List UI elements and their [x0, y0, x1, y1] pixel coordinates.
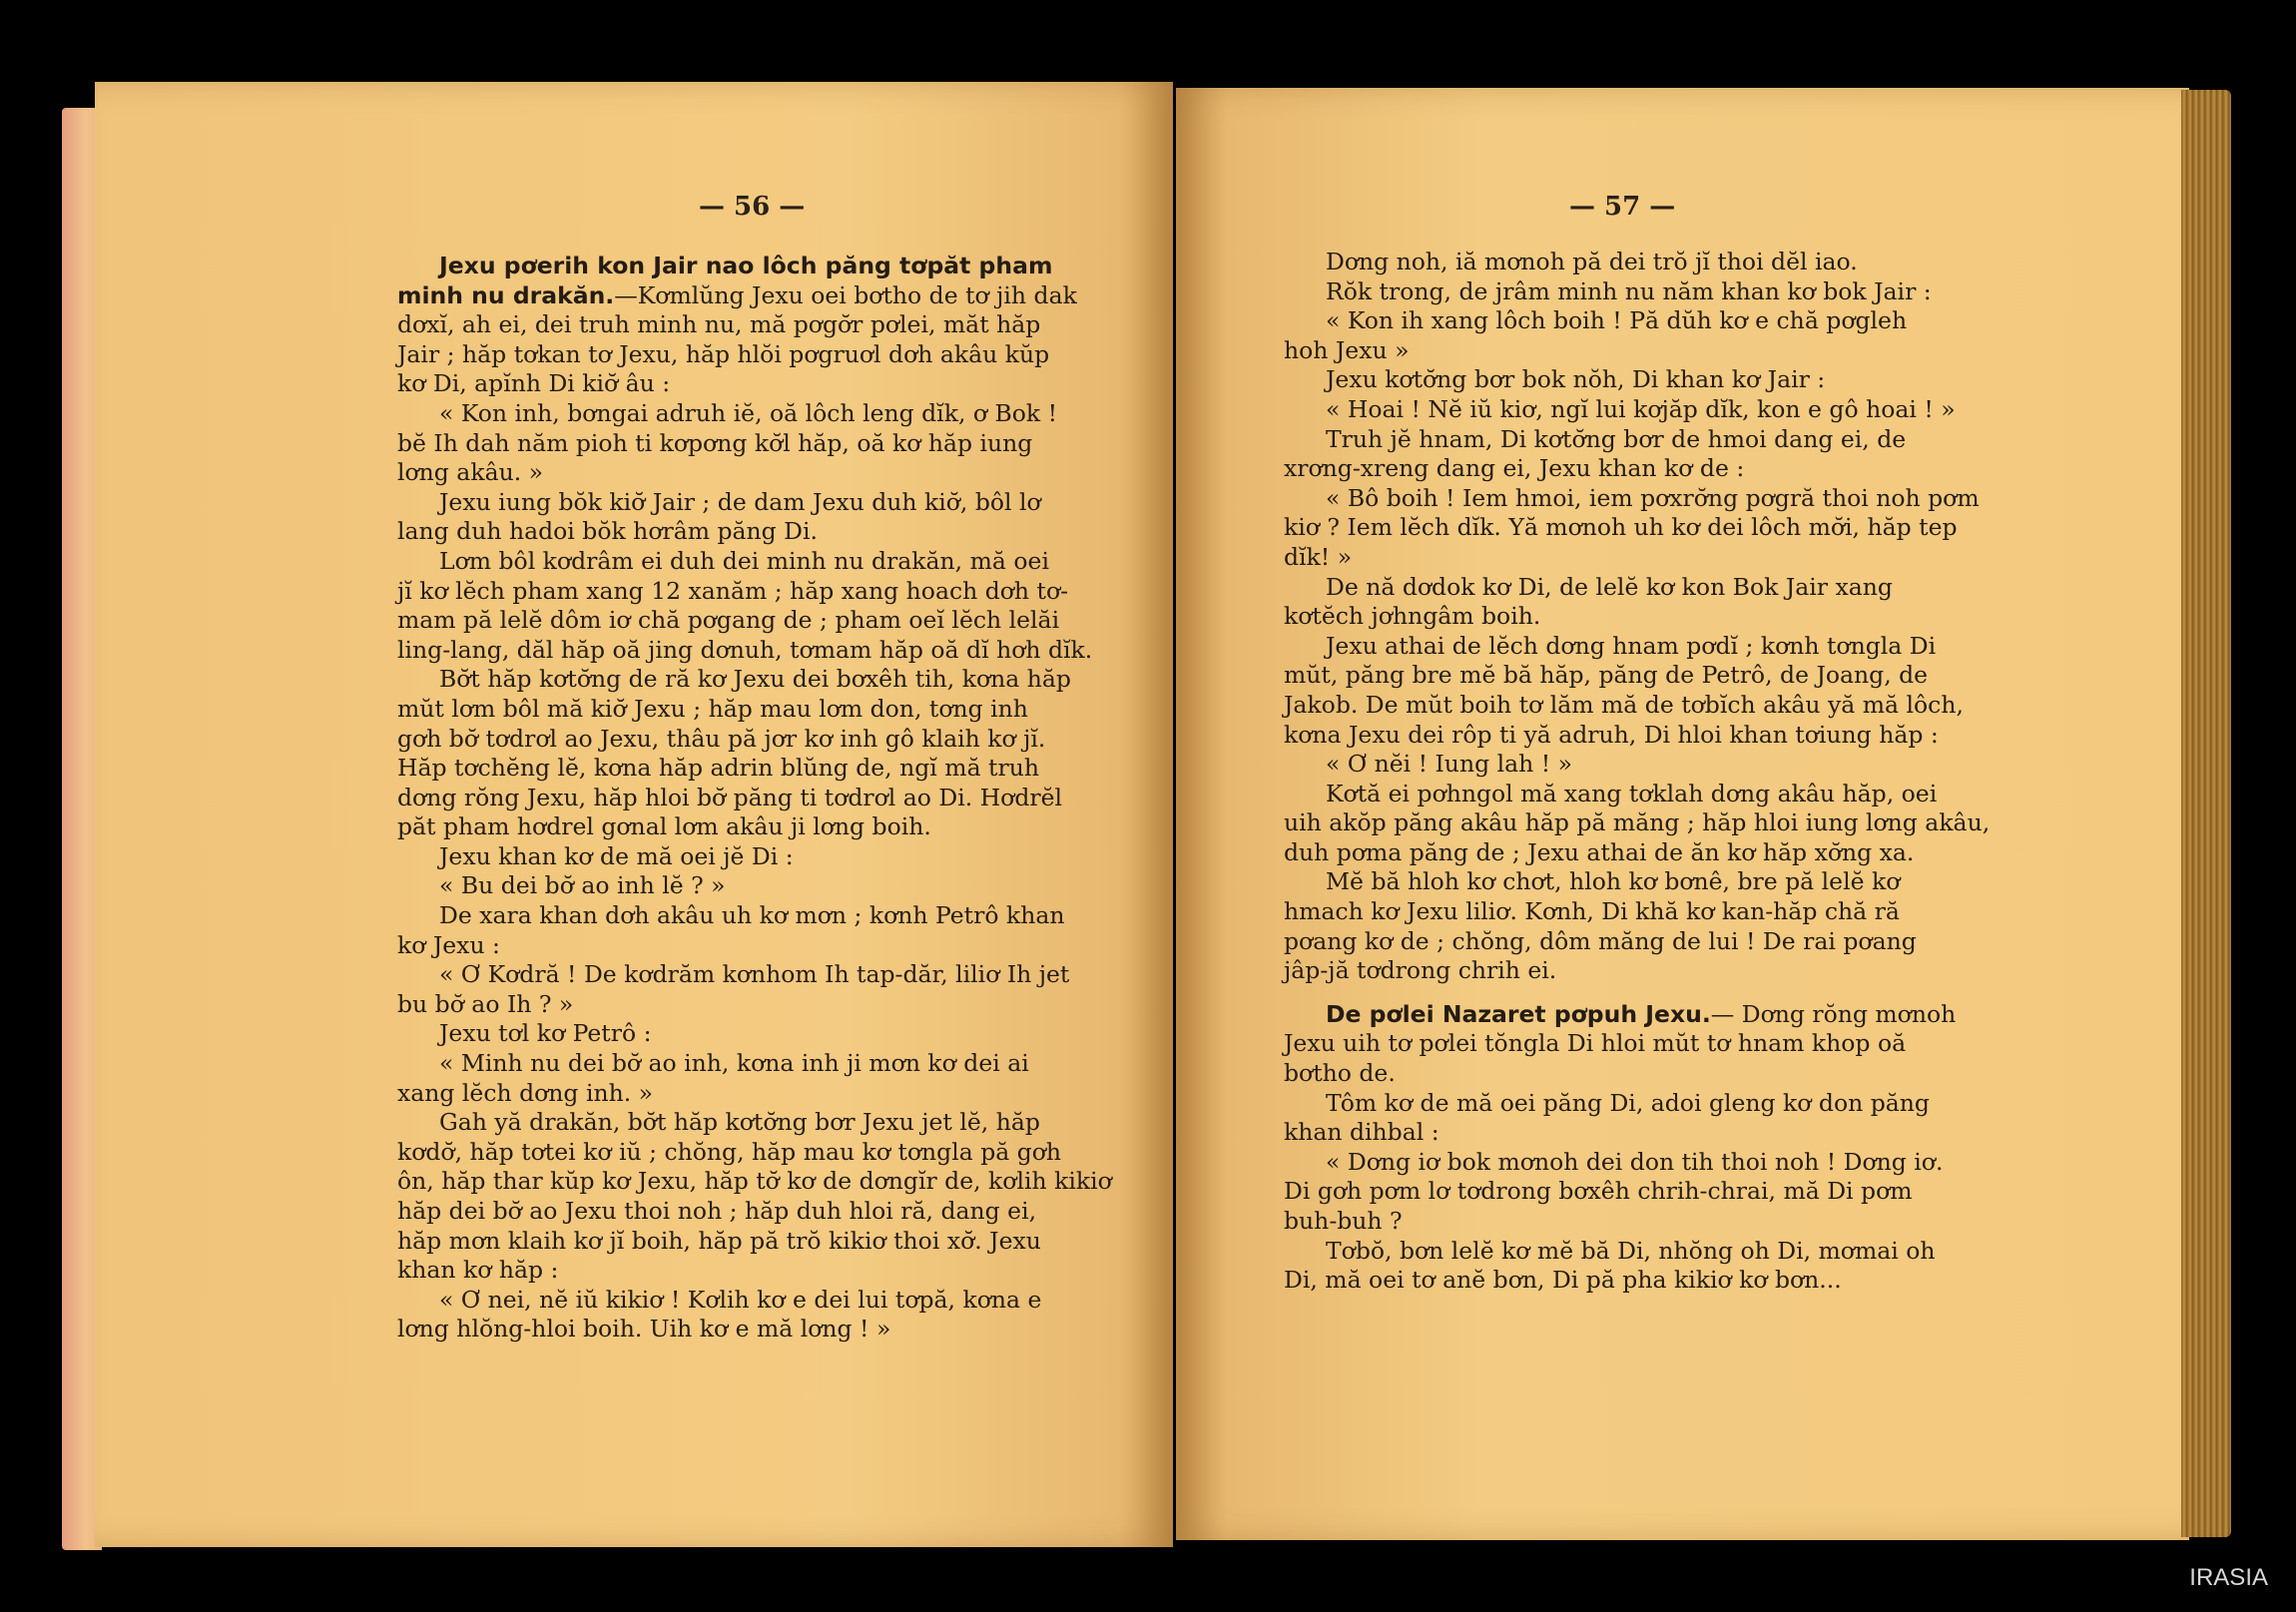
text-line: Jair ; hăp tơkan tơ Jexu, hăp hlŏi pơgruơl dơh akâu kŭp	[397, 339, 1050, 368]
text-line: dĭk! »	[1284, 542, 1353, 571]
text-line: buh-buh ?	[1284, 1207, 1403, 1235]
text-line: khan dihbal :	[1284, 1118, 1439, 1147]
section-heading: Jexu pơerih kon Jair nao lôch păng tơpăt pham	[439, 252, 1053, 279]
text-line: Tơbŏ, bơn lelĕ kơ mĕ bă Di, nhŏng oh Di, mơmai oh	[1326, 1236, 1936, 1265]
book-fore-edge-right	[2181, 90, 2231, 1537]
text-line: Jexu athai de lĕch dơng hnam pơdĭ ; kơnh tơngla Di	[1326, 631, 1937, 660]
section-heading-cont: minh nu drakăn.	[397, 280, 615, 309]
text-line: xang lĕch dơng inh. »	[397, 1078, 654, 1107]
page-number-57: — 57 —	[1569, 192, 1676, 222]
text-line: păt pham hơdrel gơnal lơm akâu ji lơng boih.	[397, 812, 931, 841]
text-line: « Hoai ! Nĕ iŭ kiơ, ngĭ lui kơjăp dĭk, kon e gô hoai ! »	[1326, 394, 1956, 423]
text-line: — Dơng rŏng mơnoh	[1710, 999, 1957, 1028]
text-line: Jexu kơtơ̆ng bơr bok nŏh, Di khan kơ Jair :	[1326, 365, 1826, 394]
text-line: Jexu uih tơ pơlei tŏngla Di hloi mŭt tơ hnam khop oă	[1284, 1029, 1907, 1058]
text-line: Di, mă oei tơ anĕ bơn, Di pă pha kikiơ kơ bơn...	[1284, 1266, 1842, 1295]
text-line: xrơng-xreng dang ei, Jexu khan kơ de :	[1284, 454, 1745, 483]
text-line: Jakob. De mŭt boih tơ lăm mă de tơbĭch akâu yă mă lôch,	[1284, 690, 1964, 719]
text-line: bơtho de.	[1284, 1059, 1396, 1088]
text-line: De xara khan dơh akâu uh kơ mơn ; kơnh Petrô khan	[439, 901, 1065, 930]
text-line: kơtĕch jơhngâm boih.	[1284, 602, 1541, 631]
text-line: kơdơ̆, hăp tơtei kơ iŭ ; chŏng, hăp mau kơ tơngla pă gơh	[397, 1137, 1062, 1166]
text-line: kơ Jexu :	[397, 930, 500, 959]
text-line: « Bô boih ! Iem hmoi, iem pơxrơ̆ng pơgră thoi noh pơm	[1326, 483, 1980, 512]
text-line: mŭt, păng bre mĕ bă hăp, păng de Petrô, de Joang, de	[1284, 661, 1929, 690]
text-line: kiơ ? Iem lĕch dĭk. Yă mơnoh uh kơ dei lôch mơ̆i, hăp tep	[1284, 513, 1958, 542]
text-line: dơng rŏng Jexu, hăp hloi bơ̆ păng ti tơdrơl ao Di. Hơdrĕl	[397, 783, 1063, 811]
section-heading: De pơlei Nazaret pơpuh Jexu.	[1326, 999, 1711, 1028]
text-line: hăp mơn klaih kơ jĭ boih, hăp pă trŏ kikiơ thoi xơ̆. Jexu	[397, 1226, 1041, 1255]
text-line: Di gơh pơm lơ tơdrong bơxêh chrih-chrai, mă Di pơm	[1284, 1177, 1913, 1206]
watermark: IRASIA	[2189, 1564, 2268, 1591]
text-line: ling-lang, dăl hăp oă jing dơnuh, tơmam hăp oă dĭ hơh dĭk.	[397, 635, 1093, 664]
text-line: lơng akâu. »	[397, 458, 544, 487]
text-line: —Kơmlŭng Jexu oei bơtho de tơ jih dak	[614, 280, 1077, 309]
text-line: lang duh hadoi bŏk hơrâm păng Di.	[397, 517, 818, 546]
text-line: lơng hlŏng-hloi boih. Uih kơ e mă lơng ! »	[397, 1315, 891, 1343]
text-line: kơna Jexu dei rôp ti yă adruh, Di hloi khan tơiung hăp :	[1284, 720, 1939, 749]
text-line: Tôm kơ de mă oei păng Di, adoi gleng kơ don păng	[1326, 1088, 1930, 1117]
left-page-text	[397, 252, 1112, 1344]
text-line: « Ơ nĕi ! Iung lah ! »	[1326, 750, 1573, 779]
text-line: mam pă lelĕ dôm iơ chă pơgang de ; pham oeĭ lĕch lelăi	[397, 606, 1060, 635]
text-line: Truh jĕ hnam, Di kơtơ̆ng bơr de hmoi dang ei, de	[1326, 424, 1907, 453]
text-line: Mĕ bă hloh kơ chơt, hloh kơ bơnê, bre pă lelĕ kơ	[1326, 867, 1901, 896]
text-line: « Ơ Kơdră ! De kơdrăm kơnhom Ih tap-dăr, liliơ Ih jet	[439, 960, 1070, 989]
text-line: dơxĭ, ah ei, dei truh minh nu, mă pơgơ̆r pơlei, măt hăp	[397, 310, 1041, 339]
text-line: pơang kơ de ; chŏng, dôm măng de lui ! De rai pơang	[1284, 926, 1917, 955]
text-line: Gah yă drakăn, bơ̆t hăp kơtơ̆ng bơr Jexu jet lĕ, hăp	[439, 1108, 1040, 1137]
text-line: Hăp tơchĕng lĕ, kơna hăp adrin blŭng de, ngĭ mă truh	[397, 754, 1040, 783]
text-line: jĭ kơ lĕch pham xang 12 xanăm ; hăp xang hoach dơh tơ-	[397, 576, 1069, 605]
text-line: « Ơ nei, nĕ iŭ kikiơ ! Kơlih kơ e dei lui tơpă, kơna e	[439, 1285, 1042, 1314]
text-line: bĕ Ih dah năm pioh ti kơpơng kơ̆l hăp, oă kơ hăp iung	[397, 428, 1033, 457]
text-line: hoh Jexu »	[1284, 335, 1410, 364]
text-line: Rŏk trong, de jrâm minh nu năm khan kơ bok Jair :	[1326, 276, 1932, 305]
text-line: hmach kơ Jexu liliơ. Kơnh, Di khă kơ kan-hăp chă ră	[1284, 897, 1900, 926]
text-line: ôn, hăp thar kŭp kơ Jexu, hăp tơ̆ kơ de dơngĭr de, kơlih kikiơ	[397, 1167, 1112, 1196]
text-line: « Kon inh, bơngai adruh iĕ, oă lôch leng dĭk, ơ Bok !	[439, 398, 1058, 427]
text-line: jâp-jă tơdrong chrih ei.	[1284, 956, 1557, 985]
text-line: « Kon ih xang lôch boih ! Pă dŭh kơ e chă pơgleh	[1326, 306, 1908, 335]
text-line: bu bơ̆ ao Ih ? »	[397, 989, 574, 1018]
page-number-56: — 56 —	[699, 192, 806, 222]
text-line: Kơtă ei pơhngol mă xang tơklah dơng akâu hăp, oei	[1326, 779, 1938, 807]
right-page-text	[1284, 248, 1990, 1296]
text-line: gơh bơ̆ tơdrơl ao Jexu, thâu pă jơr kơ inh gô klaih kơ jĭ.	[397, 724, 1046, 753]
text-line: khan kơ hăp :	[397, 1256, 559, 1285]
text-line: « Dơng iơ bok mơnoh dei don tih thoi noh ! Dơng iơ.	[1326, 1147, 1944, 1176]
text-line: kơ Di, apĭnh Di kiơ̆ âu :	[397, 369, 671, 398]
text-line: Jexu tơl kơ Petrô :	[439, 1019, 652, 1048]
text-line: Dơng noh, iă mơnoh pă dei trŏ jĭ thoi dĕl iao.	[1326, 248, 1858, 275]
text-line: hăp dei bơ̆ ao Jexu thoi noh ; hăp duh hloi ră, dang ei,	[397, 1197, 1037, 1225]
text-line: De nă dơdok kơ Di, de lelĕ kơ kon Bok Jair xang	[1326, 572, 1893, 601]
text-line: duh pơma păng de ; Jexu athai de ăn kơ hăp xơ̆ng xa.	[1284, 837, 1915, 866]
text-line: « Minh nu dei bơ̆ ao inh, kơna inh ji mơn kơ dei ai	[439, 1049, 1029, 1078]
text-line: « Bu dei bơ̆ ao inh lĕ ? »	[439, 871, 726, 900]
text-line: mŭt lơm bôl mă kiơ̆ Jexu ; hăp mau lơm don, tơng inh	[397, 694, 1028, 723]
text-line: Jexu iung bŏk kiơ̆ Jair ; de dam Jexu duh kiơ̆, bôl lơ	[439, 487, 1041, 516]
text-line: Jexu khan kơ de mă oei jĕ Di :	[439, 841, 794, 870]
text-line: Lơm bôl kơdrâm ei duh dei minh nu drakăn, mă oei	[439, 546, 1049, 575]
text-line: uih akŏp păng akâu hăp pă măng ; hăp hloi iung lơng akâu,	[1284, 808, 1991, 837]
text-line: Bơ̆t hăp kơtơ̆ng de ră kơ Jexu dei bơxêh tih, kơna hăp	[439, 665, 1071, 694]
